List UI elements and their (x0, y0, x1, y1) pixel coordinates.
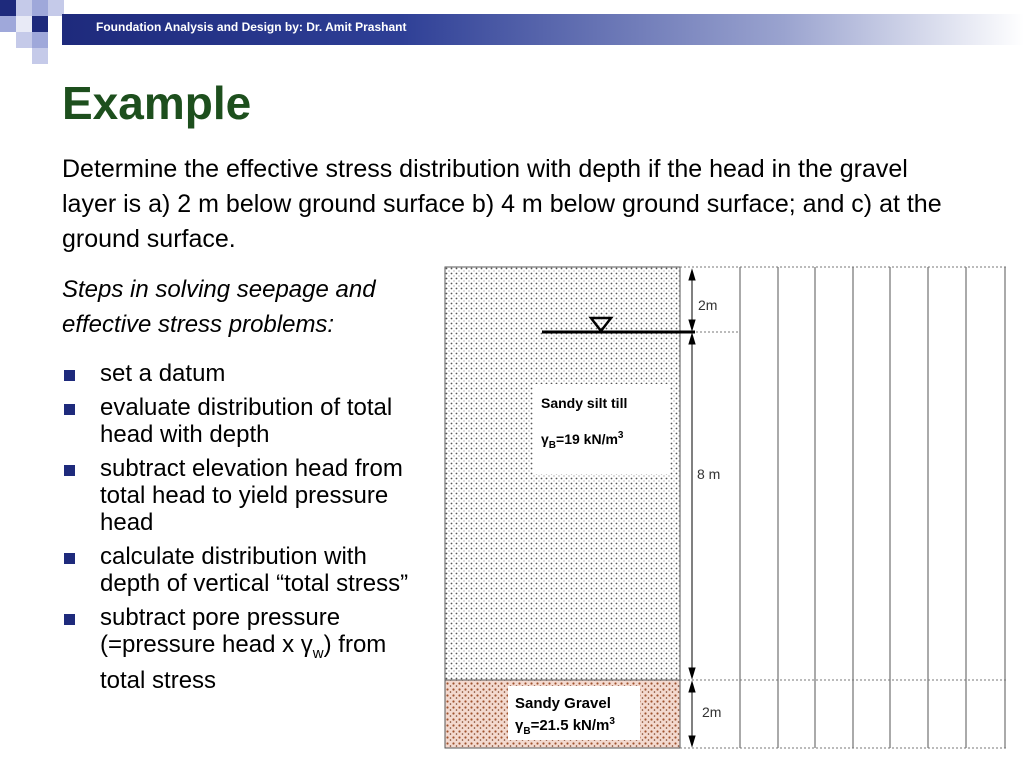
corner-square (32, 32, 48, 48)
steps-heading: Steps in solving seepage and effective stress problems: (62, 276, 376, 338)
silt-layer-name: Sandy silt till (541, 395, 628, 411)
list-item (62, 604, 422, 694)
list-item-text: set a datum (100, 360, 226, 387)
soil-profile-diagram (440, 262, 1012, 754)
list-item (62, 455, 422, 536)
list-item-text: subtract elevation head from total head to yield pressure head (100, 455, 403, 536)
list-item-text-pre: subtract pore pressure (=pressure head x γ (100, 604, 341, 658)
stress-grid (740, 267, 1005, 748)
slide-title: Example (62, 77, 252, 129)
corner-square (32, 16, 48, 32)
corner-square (16, 16, 32, 32)
dim-label-middle: 8 m (697, 466, 721, 482)
list-item-subscript: w (312, 644, 324, 662)
corner-square (32, 48, 48, 64)
corner-square (16, 0, 32, 16)
list-item (62, 543, 422, 597)
corner-square (16, 32, 32, 48)
corner-square (32, 0, 48, 16)
gravel-unit-weight: $\gamma_B=21.5$ $kN/m^3$ (515, 716, 615, 737)
reference-lines (680, 267, 1006, 748)
bullet-square-icon (64, 370, 75, 381)
list-item (62, 394, 422, 448)
steps-list (62, 360, 422, 701)
dim-label-bottom: 2m (702, 704, 722, 720)
list-item (62, 360, 422, 387)
bullet-square-icon (64, 465, 75, 476)
bullet-square-icon (64, 404, 75, 415)
list-item-text-post: ) from total stress (100, 631, 387, 694)
gravel-layer-name: Sandy Gravel (515, 695, 611, 712)
problem-description: Determine the effective stress distribution with depth if the head in the gravel layer is a) 2 m below ground surface b) 4 m below ground surface; and c) at the ground surface. (62, 155, 942, 253)
bullet-square-icon (64, 553, 75, 564)
list-item-text: evaluate distribution of total head with depth (100, 394, 393, 448)
list-item-text: calculate distribution with depth of vertical “total stress” (100, 543, 409, 597)
corner-square (0, 0, 16, 16)
bullet-square-icon (64, 614, 75, 625)
dimension-arrows (689, 270, 695, 746)
dim-label-top: 2m (698, 297, 718, 313)
header-text: Foundation Analysis and Design by: Dr. Amit Prashant (96, 20, 407, 34)
silt-unit-weight: $\gamma_B=19$ $kN/m^3$ (541, 430, 624, 451)
corner-square (0, 16, 16, 32)
